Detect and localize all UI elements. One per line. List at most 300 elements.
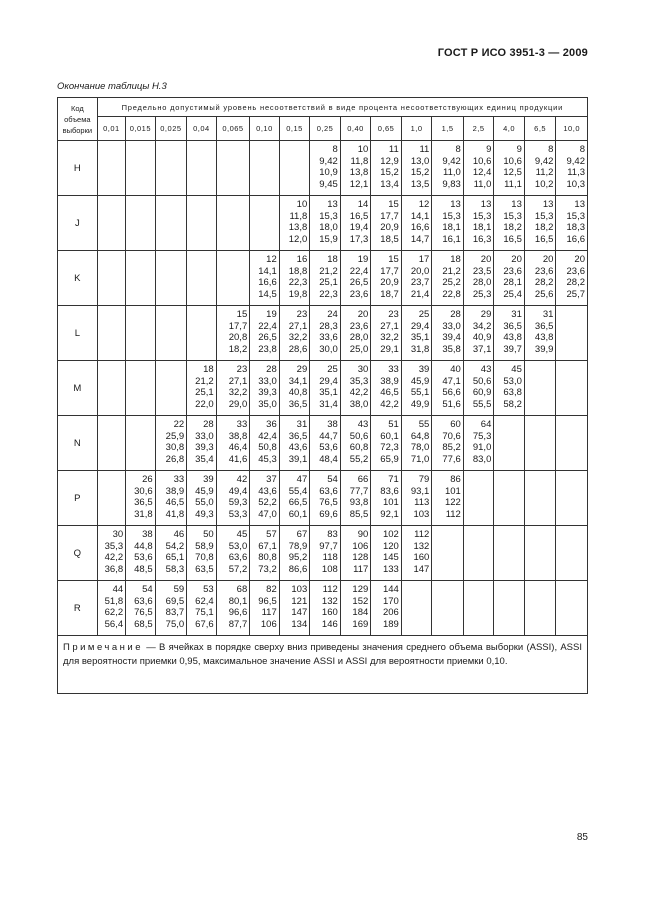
cell-value: 40	[450, 364, 461, 375]
value-cell	[432, 306, 464, 361]
cell-value: 93,8	[349, 497, 369, 508]
cell-value: 21,4	[410, 288, 430, 300]
cell-value: 67,6	[195, 618, 214, 630]
value-cell	[340, 141, 371, 196]
cell-value: 55	[418, 419, 430, 430]
cell-value: 28,2	[566, 277, 585, 288]
cell-value: 22,4	[349, 265, 369, 277]
empty-cell	[97, 471, 125, 526]
cell-value: 85,2	[442, 442, 461, 453]
cell-value: 70,8	[195, 552, 214, 563]
value-cell	[463, 251, 494, 306]
cell-value: 83,6	[380, 485, 399, 497]
empty-cell	[556, 361, 588, 416]
cell-value: 20	[357, 309, 369, 320]
value-cell	[340, 581, 371, 636]
cell-value: 12	[266, 254, 277, 265]
cell-value: 16,5	[503, 233, 522, 245]
empty-cell	[556, 306, 588, 361]
cell-value: 43	[357, 419, 369, 430]
cell-value: 15	[388, 254, 399, 265]
empty-cell	[494, 526, 525, 581]
cell-value: 28,1	[503, 277, 522, 288]
cell-value: 31,8	[134, 508, 153, 520]
cell-value: 82	[266, 584, 277, 595]
aql-level-header: 0,15	[279, 117, 310, 141]
cell-value: 35,0	[258, 398, 277, 410]
value-cell	[432, 141, 464, 196]
cell-value: 132	[413, 540, 430, 552]
cell-value: 13	[450, 199, 461, 210]
cell-value: 13,8	[349, 167, 369, 178]
cell-value: 49,4	[228, 485, 248, 497]
value-cell	[556, 251, 588, 306]
cell-value: 18,2	[534, 222, 554, 233]
cell-value: 147	[291, 607, 308, 618]
empty-cell	[494, 416, 525, 471]
value-cell	[494, 251, 525, 306]
cell-value: 25,1	[195, 387, 214, 398]
cell-value: 14,5	[258, 288, 277, 300]
cell-value: 60,8	[349, 442, 369, 453]
value-cell	[432, 416, 464, 471]
value-cell	[250, 581, 280, 636]
cell-value: 62,2	[104, 607, 124, 618]
cell-value: 32,2	[228, 387, 248, 398]
cell-value: 12	[418, 199, 430, 210]
value-cell	[340, 196, 371, 251]
value-cell	[494, 361, 525, 416]
cell-value: 48,5	[134, 563, 153, 575]
cell-value: 71	[388, 474, 399, 485]
cell-value: 90	[357, 529, 369, 540]
cell-value: 22,4	[258, 320, 277, 332]
cell-value: 17,7	[380, 265, 399, 277]
value-cell	[310, 416, 341, 471]
cell-value: 20	[574, 254, 585, 265]
value-cell	[432, 471, 464, 526]
cell-value: 20	[480, 254, 492, 265]
cell-value: 66,5	[288, 497, 308, 508]
value-cell	[310, 141, 341, 196]
cell-value: 28,2	[534, 277, 554, 288]
cell-value: 13,5	[410, 178, 430, 190]
cell-value: 33,6	[319, 332, 338, 343]
cell-value: 121	[291, 595, 308, 607]
value-cell	[371, 581, 402, 636]
cell-value: 18,1	[442, 222, 461, 233]
cell-value: 71,0	[410, 453, 430, 465]
cell-value: 9,45	[319, 178, 338, 190]
table-caption: Окончание таблицы Н.3	[57, 81, 167, 92]
cell-value: 52,2	[258, 497, 277, 508]
cell-value: 9	[516, 144, 522, 155]
value-cell	[524, 196, 556, 251]
value-cell	[432, 196, 464, 251]
sample-size-code: M	[58, 361, 98, 416]
sample-size-code: H	[58, 141, 98, 196]
cell-value: 16,3	[472, 233, 492, 245]
cell-value: 169	[352, 618, 369, 630]
cell-value: 170	[382, 595, 399, 607]
cell-value: 70,6	[442, 430, 461, 442]
cell-value: 39,7	[503, 343, 522, 355]
value-cell	[340, 526, 371, 581]
cell-value: 39,3	[258, 387, 277, 398]
cell-value: 106	[260, 618, 277, 630]
value-cell	[340, 471, 371, 526]
value-cell	[524, 306, 556, 361]
cell-value: 87,7	[228, 618, 248, 630]
cell-value: 53,6	[134, 552, 153, 563]
cell-value: 80,8	[258, 552, 277, 563]
value-cell	[279, 361, 310, 416]
cell-value: 20,9	[380, 277, 399, 288]
cell-value: 117	[353, 563, 369, 575]
empty-cell	[556, 416, 588, 471]
empty-cell	[187, 196, 217, 251]
cell-value: 21,2	[195, 375, 214, 387]
cell-value: 28	[450, 309, 461, 320]
cell-value: 19,8	[288, 288, 308, 300]
aql-levels-row	[58, 117, 588, 141]
cell-value: 25,9	[165, 430, 185, 442]
standard-header: ГОСТ Р ИСО 3951-3 — 2009	[437, 47, 588, 59]
cell-value: 13	[574, 199, 585, 210]
cell-value: 23,6	[534, 265, 554, 277]
value-cell	[463, 141, 494, 196]
cell-value: 12,9	[380, 155, 399, 167]
cell-value: 40,8	[288, 387, 308, 398]
empty-cell	[216, 196, 250, 251]
empty-cell	[126, 141, 156, 196]
value-cell	[279, 251, 310, 306]
cell-value: 15	[236, 309, 248, 320]
cell-value: 53	[203, 584, 214, 595]
aql-table	[57, 97, 588, 694]
cell-value: 57	[266, 529, 277, 540]
value-cell	[187, 416, 217, 471]
cell-value: 122	[444, 497, 461, 508]
cell-value: 18,7	[380, 288, 399, 300]
cell-value: 17,7	[228, 320, 248, 332]
cell-value: 58,2	[503, 398, 522, 410]
aql-level-header: 0,65	[371, 117, 402, 141]
cell-value: 10	[296, 199, 308, 210]
cell-value: 12,1	[349, 178, 369, 190]
cell-value: 11	[419, 144, 430, 155]
value-cell	[556, 196, 588, 251]
cell-value: 50,6	[349, 430, 369, 442]
cell-value: 83,7	[165, 607, 185, 618]
empty-cell	[524, 581, 556, 636]
aql-level-header: 10,0	[556, 117, 588, 141]
cell-value: 92,1	[380, 508, 399, 520]
cell-value: 86	[450, 474, 461, 485]
cell-value: 18,5	[380, 233, 399, 245]
aql-level-header: 4,0	[494, 117, 525, 141]
cell-value: 25,0	[349, 343, 369, 355]
empty-cell	[155, 306, 187, 361]
table-row	[58, 251, 588, 306]
aql-level-header: 6,5	[524, 117, 556, 141]
value-cell	[371, 416, 402, 471]
value-cell	[371, 306, 402, 361]
cell-value: 25,3	[472, 288, 492, 300]
cell-value: 28,0	[472, 277, 492, 288]
cell-value: 18	[327, 254, 338, 265]
empty-cell	[524, 416, 556, 471]
value-cell	[371, 141, 402, 196]
cell-value: 20,8	[228, 332, 248, 343]
empty-cell	[97, 196, 125, 251]
cell-value: 55,2	[349, 453, 369, 465]
cell-value: 50,8	[258, 442, 277, 453]
cell-value: 27,1	[288, 320, 308, 332]
cell-value: 22	[173, 419, 185, 430]
cell-value: 45,3	[258, 453, 277, 465]
cell-value: 13	[480, 199, 492, 210]
value-cell	[340, 416, 371, 471]
empty-cell	[463, 526, 494, 581]
cell-value: 60,9	[472, 387, 492, 398]
cell-value: 23,6	[503, 265, 522, 277]
empty-cell	[97, 306, 125, 361]
sample-size-code: N	[58, 416, 98, 471]
sample-size-code: R	[58, 581, 98, 636]
cell-value: 83,0	[472, 453, 492, 465]
value-cell	[216, 471, 250, 526]
cell-value: 50,6	[472, 375, 492, 387]
cell-value: 13	[511, 199, 522, 210]
cell-value: 15,9	[319, 233, 338, 245]
cell-value: 37	[266, 474, 277, 485]
cell-value: 184	[352, 607, 369, 618]
cell-value: 39,3	[195, 442, 214, 453]
value-cell	[216, 526, 250, 581]
cell-value: 23,8	[258, 343, 277, 355]
empty-cell	[463, 581, 494, 636]
cell-value: 43,8	[534, 332, 554, 343]
value-cell	[371, 526, 402, 581]
empty-cell	[155, 141, 187, 196]
cell-value: 36	[266, 419, 277, 430]
cell-value: 23,6	[566, 265, 585, 277]
empty-cell	[216, 141, 250, 196]
cell-value: 35,3	[104, 540, 124, 552]
cell-value: 55,5	[472, 398, 492, 410]
value-cell	[310, 361, 341, 416]
empty-cell	[432, 581, 464, 636]
cell-value: 39,4	[442, 332, 461, 343]
cell-value: 73,2	[258, 563, 277, 575]
cell-value: 68,5	[134, 618, 153, 630]
value-cell	[463, 306, 494, 361]
aql-level-header: 0,25	[310, 117, 341, 141]
cell-value: 16,1	[442, 233, 461, 245]
cell-value: 10,2	[534, 178, 554, 190]
cell-value: 45	[236, 529, 248, 540]
cell-value: 14,1	[258, 265, 277, 277]
cell-value: 146	[321, 618, 338, 630]
cell-value: 38	[327, 419, 338, 430]
cell-value: 56,4	[104, 618, 124, 630]
empty-cell	[187, 141, 217, 196]
value-cell	[463, 416, 494, 471]
aql-level-header: 0,065	[216, 117, 250, 141]
value-cell	[216, 581, 250, 636]
cell-value: 43,6	[258, 485, 277, 497]
value-cell	[494, 196, 525, 251]
cell-value: 22,0	[195, 398, 214, 410]
cell-value: 11,2	[535, 167, 554, 178]
cell-value: 37,1	[472, 343, 492, 355]
cell-value: 25,1	[319, 277, 338, 288]
cell-value: 51	[388, 419, 399, 430]
value-cell	[401, 306, 432, 361]
cell-value: 23	[236, 364, 248, 375]
cell-value: 91,0	[472, 442, 492, 453]
cell-value: 15,2	[380, 167, 399, 178]
aql-level-header: 0,04	[187, 117, 217, 141]
cell-value: 24	[327, 309, 338, 320]
sample-size-code: P	[58, 471, 98, 526]
value-cell	[279, 306, 310, 361]
cell-value: 66	[357, 474, 369, 485]
cell-value: 36,8	[104, 563, 124, 575]
cell-value: 57,2	[228, 563, 248, 575]
value-cell	[463, 196, 494, 251]
table-row	[58, 306, 588, 361]
sample-size-code: J	[58, 196, 98, 251]
cell-value: 129	[352, 584, 369, 595]
cell-value: 77,6	[442, 453, 461, 465]
cell-value: 11,0	[443, 167, 461, 178]
cell-value: 11	[388, 144, 399, 155]
value-cell	[155, 581, 187, 636]
cell-value: 64	[480, 419, 492, 430]
value-cell	[250, 416, 280, 471]
cell-value: 15,3	[503, 210, 522, 222]
cell-value: 58,3	[165, 563, 185, 575]
empty-cell	[556, 526, 588, 581]
cell-value: 35,1	[410, 332, 430, 343]
value-cell	[216, 361, 250, 416]
value-cell	[401, 416, 432, 471]
cell-value: 30,6	[134, 485, 153, 497]
cell-value: 46,5	[165, 497, 185, 508]
cell-value: 9,42	[566, 155, 585, 167]
value-cell	[463, 361, 494, 416]
cell-value: 8	[548, 144, 554, 155]
cell-value: 160	[321, 607, 338, 618]
cell-value: 49,9	[410, 398, 430, 410]
value-cell	[279, 416, 310, 471]
cell-value: 43	[480, 364, 492, 375]
value-cell	[216, 416, 250, 471]
cell-value: 14	[357, 199, 369, 210]
cell-value: 22,3	[319, 288, 338, 300]
cell-value: 31	[511, 309, 522, 320]
cell-value: 58,9	[195, 540, 214, 552]
value-cell	[401, 251, 432, 306]
cell-value: 35,1	[319, 387, 338, 398]
value-cell	[310, 251, 341, 306]
cell-value: 42,2	[349, 387, 369, 398]
cell-value: 101	[382, 497, 399, 508]
cell-value: 46,5	[380, 387, 399, 398]
value-cell	[371, 196, 402, 251]
cell-value: 20	[542, 254, 554, 265]
value-cell	[126, 526, 156, 581]
value-cell	[310, 196, 341, 251]
cell-value: 54	[327, 474, 338, 485]
cell-value: 29,1	[380, 343, 399, 355]
cell-value: 12,0	[288, 233, 308, 245]
cell-value: 31	[296, 419, 308, 430]
empty-cell	[401, 581, 432, 636]
value-cell	[97, 526, 125, 581]
cell-value: 63,6	[134, 595, 153, 607]
cell-value: 28	[203, 419, 214, 430]
cell-value: 28,6	[288, 343, 308, 355]
cell-value: 31,4	[319, 398, 338, 410]
value-cell	[310, 306, 341, 361]
cell-value: 113	[414, 497, 430, 508]
cell-value: 160	[413, 552, 430, 563]
cell-value: 19	[266, 309, 277, 320]
table-row	[58, 526, 588, 581]
cell-value: 147	[413, 563, 430, 575]
cell-value: 51,8	[104, 595, 124, 607]
cell-value: 35,3	[349, 375, 369, 387]
empty-cell	[126, 416, 156, 471]
value-cell	[401, 196, 432, 251]
cell-value: 76,5	[319, 497, 338, 508]
cell-value: 45	[511, 364, 522, 375]
value-cell	[155, 471, 187, 526]
value-cell	[155, 526, 187, 581]
empty-cell	[187, 306, 217, 361]
cell-value: 9,83	[442, 178, 461, 190]
cell-value: 15	[388, 199, 399, 210]
cell-value: 120	[382, 540, 399, 552]
cell-value: 67	[296, 529, 308, 540]
cell-value: 134	[291, 618, 308, 630]
cell-value: 53,3	[228, 508, 248, 520]
cell-value: 18,3	[566, 222, 585, 233]
cell-value: 45,9	[410, 375, 430, 387]
table-row	[58, 196, 588, 251]
cell-value: 60,1	[380, 430, 399, 442]
empty-cell	[187, 251, 217, 306]
cell-value: 39	[203, 474, 214, 485]
cell-value: 48,4	[319, 453, 338, 465]
cell-value: 25	[327, 364, 338, 375]
cell-value: 18,1	[472, 222, 492, 233]
cell-value: 41,8	[165, 508, 185, 520]
cell-value: 35,4	[195, 453, 214, 465]
cell-value: 102	[382, 529, 399, 540]
cell-value: 21,2	[442, 265, 461, 277]
value-cell	[97, 581, 125, 636]
empty-cell	[97, 361, 125, 416]
cell-value: 62,4	[195, 595, 214, 607]
cell-value: 112	[414, 529, 430, 540]
value-cell	[250, 471, 280, 526]
cell-value: 16,6	[410, 222, 430, 233]
empty-cell	[279, 141, 310, 196]
